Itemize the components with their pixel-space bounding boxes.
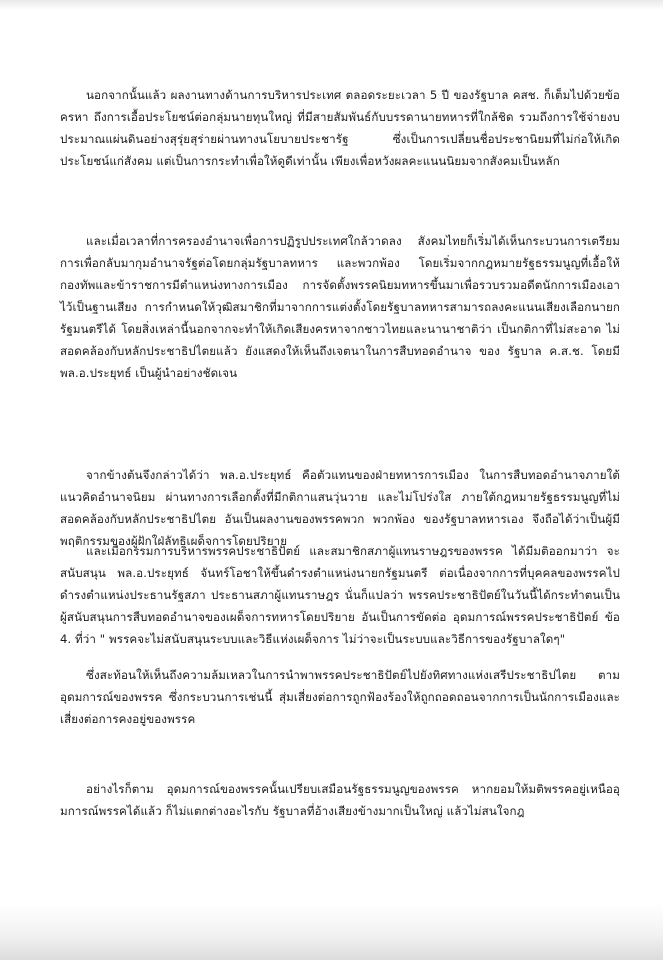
paragraph-4: และเมื่อกรรมการบริหารพรรคประชาธิปัตย์ และสมาชิกสภาผู้แทนราษฎรของพรรค ได้มีมติออกมาว่า จะสนับสนุน พล.อ.ประยุทธ์ จันทร์โอชาให้ขึ้นดำรงตำแหน่งนายกรัฐมนตรี ต่อเนื่องจากการที่บุคคลของพรรคไปดำรงตำแหน่งประธานรัฐสภา ประธานสภาผู้แทนราษฎร นั่นก็แปลว่า พรรคประชาธิปัตย์ในวันนี้ได้กระทำตนเป็นผู้สนับสนุนการสืบทอดอำนาจของเผด็จการทหารโดยปริยาย อันเป็นการขัดต่อ อุดมการณ์พรรคประชาธิปัตย์ ข้อ 4. ที่ว่า " พรรคจะไม่สนับสนุนระบบและวิธีแห่งเผด็จการ ไม่ว่าจะเป็นระบบและวิธีการของรัฐบาลใดๆ" [60, 544, 620, 646]
paragraph-6: อย่างไรก็ตาม อุดมการณ์ของพรรคนั้นเปรียบเสมือนรัฐธรรมนูญของพรรค หากยอมให้มติพรรคอยู่เหนืออุมการณ์พรรคได้แล้ว ก็ไม่แตกต่างอะไรกับ รัฐบาลที่อ้างเสียงข้างมากเป็นใหญ่ แล้วไม่สนใจกฎ [60, 782, 620, 818]
paragraph-2: และเมื่อเวลาที่การครองอำนาจเพื่อการปฏิรูปประเทศใกล้วาดลง สังคมไทยก็เริ่มได้เห็นกระบวนการเตรียมการเพื่อกลับมากุมอำนาจรัฐต่อโดยกลุ่มรัฐบาลทหาร และพวกพ้อง โดยเริ่มจากกฎหมายรัฐธรรมนูญที่เอื้อให้กองทัพและข้าราชการมีตำแหน่งทางการเมือง การจัดตั้งพรรคนิยมทหารขึ้นมาเพื่อรวบรวมอดีตนักการเมืองเอาไว้เป็นฐานเสียง การกำหนดให้วุฒิสมาชิกที่มาจากการแต่งตั้งโดยรัฐบาลทหารสามารถลงคะแนนเสียงเลือกนายกรัฐมนตรีได้ โดยสิ่งเหล่านี้นอกจากจะทำให้เกิดเสียงครหาจากชาวไทยและนานาชาติว่า เป็นกติกาที่ไม่สะอาด ไม่สอดคล้องกับหลักประชาธิปไตยแล้ว ยังแสดงให้เห็นถึงเจตนาในการสืบทอดอำนาจ ของ รัฐบาล ค.ส.ช. โดยมี พล.อ.ประยุทธ์ เป็นผู้นำอย่างชัดเจน [60, 234, 620, 380]
top-shadow [0, 0, 663, 10]
paragraph-5: ซึ่งสะท้อนให้เห็นถึงความล้มเหลวในการนำพาพรรคประชาธิปัตย์ไปยังทิศทางแห่งเสรีประชาธิปไตย ตามอุดมการณ์ของพรรค ซึ่งกระบวนการเช่นนี้ สุ่มเสี่ยงต่อการถูกฟ้องร้องให้ถูกถอดถอนจากการเป็นนักการเมืองและเสี่ยงต่อการคงอยู่ของพรรค [60, 668, 620, 726]
paragraph-1: นอกจากนั้นแล้ว ผลงานทางด้านการบริหารประเทศ ตลอดระยะเวลา 5 ปี ของรัฐบาล คสช. ก็เต็มไปด้วยข้อครหา ถึงการเอื้อประโยชน์ต่อกลุ่มนายทุนใหญ่ ที่มีสายสัมพันธ์กับบรรดานายทหารที่ใกล้ชิด รวมถึงการใช้จ่ายงบประมาณแผ่นดินอย่างสุรุ่ยสุร่ายผ่านทางนโยบายประชารัฐ ซึ่งเป็นการเปลี่ยนชื่อประชานิยมที่ไม่ก่อให้เกิดประโยชน์แก่สังคม แต่เป็นการกระทำเพื่อให้ดูดีเท่านั้น เพียงเพื่อหวังผลคะแนนนิยมจากสังคมเป็นหลัก [60, 88, 620, 168]
bottom-fade [0, 904, 663, 960]
paragraph-3: จากข้างต้นจึงกล่าวได้ว่า พล.อ.ประยุทธ์ คือตัวแทนของฝ่ายทหารการเมือง ในการสืบทอดอำนาจภายใต้แนวคิดอำนาจนิยม ผ่านทางการเลือกตั้งที่มีกติกาแสนวุ่นวาย และไม่โปร่งใส ภายใต้กฎหมายรัฐธรรมนูญที่ไม่สอดคล้องกับหลักประชาธิปไตย อันเป็นผลงานของพรรคพวก พวกพ้อง ของรัฐบาลทหารเอง จึงถือได้ว่าเป็นผู้มีพฤติกรรมของผู้ฝักใฝ่ลัทธิเผด็จการโดยปริยาย [60, 468, 620, 548]
